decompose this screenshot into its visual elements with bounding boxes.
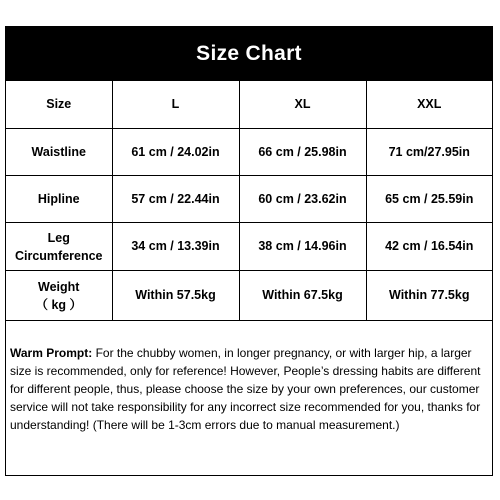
size-chart-card	[5, 26, 493, 476]
table-row-waistline	[6, 129, 492, 176]
row-label-text: Weight （ kg ）	[35, 279, 83, 312]
header-size: Size	[6, 81, 112, 129]
row-label	[6, 223, 112, 271]
table-cell: Within 57.5kg	[112, 271, 239, 321]
table-cell: 60 cm / 23.62in	[239, 176, 366, 223]
header-xxl: XXL	[366, 81, 492, 129]
warm-prompt-label: Warm Prompt:	[10, 346, 93, 360]
table-row-leg-circumference	[6, 223, 492, 271]
table-cell: 66 cm / 25.98in	[239, 129, 366, 176]
table-header-row	[6, 81, 492, 129]
size-table	[6, 81, 492, 321]
table-cell: 42 cm / 16.54in	[366, 223, 492, 271]
table-row-hipline	[6, 176, 492, 223]
table-cell: 38 cm / 14.96in	[239, 223, 366, 271]
row-label	[6, 271, 112, 321]
table-cell: 65 cm / 25.59in	[366, 176, 492, 223]
table-cell: Within 77.5kg	[366, 271, 492, 321]
size-chart-title: Size Chart	[6, 27, 492, 81]
header-xl: XL	[239, 81, 366, 129]
warm-prompt-note	[10, 344, 486, 434]
table-cell: 57 cm / 22.44in	[112, 176, 239, 223]
row-label	[6, 176, 112, 223]
row-label-text: Leg Circumference	[14, 230, 103, 263]
table-cell: Within 67.5kg	[239, 271, 366, 321]
table-row-weight	[6, 271, 492, 321]
row-label-text: Hipline	[37, 192, 80, 206]
table-cell: 61 cm / 24.02in	[112, 129, 239, 176]
table-cell: 71 cm/27.95in	[366, 129, 492, 176]
row-label-text: Waistline	[31, 145, 86, 159]
header-l: L	[112, 81, 239, 129]
row-label	[6, 129, 112, 176]
warm-prompt-text: For the chubby women, in longer pregnancy, or with larger hip, a larger size is recommended, only for reference! However, People’s dressing habits are different for different people, thus, please choose the size by your own preferences, our customer service will not take responsibility for any incorrect size recommended for you, thanks for understanding! (There will be 1-3cm errors due to manual measurement.)	[10, 346, 481, 432]
table-cell: 34 cm / 13.39in	[112, 223, 239, 271]
